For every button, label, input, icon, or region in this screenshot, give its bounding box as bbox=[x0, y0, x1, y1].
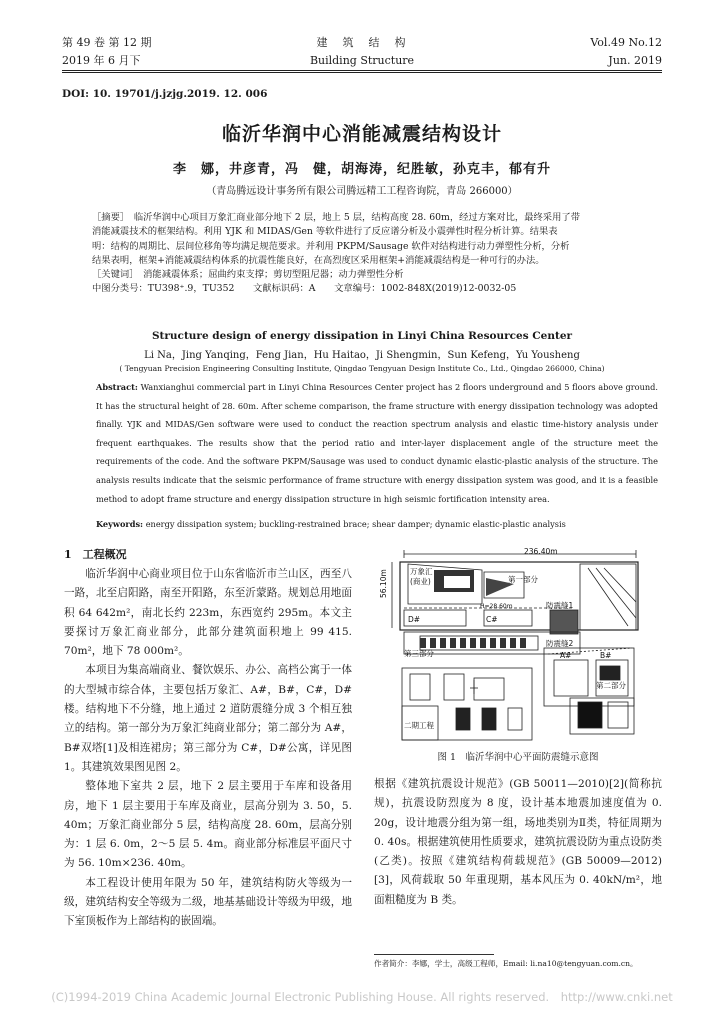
keywords-en bbox=[96, 519, 658, 529]
affiliation-cn: （青岛腾远设计事务所有限公司腾远精工工程咨询院，青岛 266000） bbox=[206, 186, 518, 197]
joint-1-mark bbox=[550, 610, 578, 634]
abstract-cn-line: 消能减震技术的框架结构。利用 YJK 和 MIDAS/Gen 等软件进行了反应谱分析及小震弹性时程分析计算。结果表 bbox=[92, 226, 558, 238]
left-column bbox=[64, 565, 352, 932]
abstract-cn-line: 明：结构的周期比、层间位移角等均满足规范要求。并利用 PKPM/Sausage 软件对结构进行动力弹塑性分析，分析 bbox=[92, 240, 570, 252]
label-part1: 第一部分 bbox=[508, 575, 538, 584]
paragraph: 本工程设计使用年限为 50 年，建筑结构防火等级为一级，建筑结构安全等级为二级，地基基础设计等级为甲级，地下室顶板作为上部结构的嵌固端。 bbox=[64, 876, 352, 928]
label-d: D# bbox=[408, 615, 421, 624]
keywords-en-text: energy dissipation system; buckling-restrained brace; shear damper; dynamic elastic-plastic analysis bbox=[143, 519, 566, 529]
watermark: (C)1994-2019 China Academic Journal Electronic Publishing House. All rights reserved. http://www.cnki.net bbox=[51, 990, 673, 1004]
dim-left-label: 56.10m bbox=[379, 569, 388, 598]
site-plan-diagram bbox=[374, 548, 662, 744]
label-a: A# bbox=[560, 651, 572, 660]
header-rule bbox=[62, 70, 662, 71]
label-joint1: 防震缝1 bbox=[546, 601, 574, 610]
label-joint2: 防震缝2 bbox=[546, 639, 574, 648]
label-phase2: 二期工程 bbox=[404, 721, 434, 730]
block-a-b bbox=[544, 648, 634, 706]
doi[interactable]: DOI: 10. 19701/j.jzjg.2019. 12. 006 bbox=[62, 88, 268, 100]
authors-cn: 李 娜，井彦青，冯 健，胡海涛，纪胜敏，孙克丰，郁有升 bbox=[172, 162, 551, 177]
right-column bbox=[374, 775, 662, 910]
abstract-cn bbox=[92, 211, 658, 297]
journal-name-en: Building Structure bbox=[309, 54, 415, 67]
page-title: 临沂华润中心消能减震结构设计 bbox=[221, 123, 502, 145]
label-wanxianghui: 万象汇 bbox=[410, 567, 433, 576]
title-en: Structure design of energy dissipation in Linyi China Resources Center bbox=[151, 330, 573, 342]
paragraph: 本项目为集高端商业、餐饮娱乐、办公、高档公寓于一体的大型城市综合体，主要包括万象汇、A#，B#，C#，D#楼。结构地下不分缝，地上通过 2 道防震缝分成 3 个相互独立的结构。第一部分为万象汇纯商业部分；第二部分为 A#，B#双塔[1]及相连裙房；第三部分为 C#，D#公寓，详见图 1。其建筑效果图见图 2。 bbox=[64, 664, 352, 773]
label-part3: 第三部分 bbox=[404, 649, 434, 658]
paragraph: 整体地下室共 2 层，地下 2 层主要用于车库和设备用房，地下 1 层主要用于车库及商业，层高分别为 3. 50，5. 40m；万象汇商业部分 5 层，结构高度 28. 60m，层高分别为：1 层 6. 0m，2～5 层 5. 4m。商业部分标准层平面尺寸为 56. 10m×236. 40m。 bbox=[64, 780, 352, 870]
figure-caption: 图 1 临沂华润中心平面防震缝示意图 bbox=[437, 752, 599, 763]
abstract-en bbox=[96, 378, 658, 508]
dim-top-label: 236.40m bbox=[524, 548, 558, 556]
abstract-en-text: Wanxianghui commercial part in Linyi China Resources Center project has 2 floors underground and 5 floors above ground. It has the structural height of 28. 60m. After scheme comparison, the frame structure with energy dissipation technology was adopted finally. YJK and MIDAS/Gen software were used to conduct the reaction spectrum analysis and elastic time-history analysis under frequent earthquakes. The results show that the period ratio and inter-layer displacement angle of the structure meet the requirements of the code. And the software PKPM/Sausage was used to conduct dynamic elastic-plastic analysis of the structure. The analysis results indicate that the seismic performance of frame structure with energy dissipation system was good, and it is a feasible method to adopt frame structure and energy dissipation structure in high seismic fortification intensity area. bbox=[96, 382, 658, 504]
journal-name-cn: 建 筑 结 构 bbox=[316, 36, 408, 49]
journal-date: 2019 年 6 月下 bbox=[62, 54, 141, 67]
classification-cn: 中图分类号：TU398⁺.9，TU352 文献标识码：A 文章编号：1002-848X(2019)12-0032-05 bbox=[92, 283, 517, 295]
abstract-cn-line: ［摘要］ 临沂华润中心项目万象汇商业部分地下 2 层，地上 5 层，结构高度 28. 60m，经过方案对比，最终采用了带 bbox=[92, 212, 580, 223]
journal-volume: 第 49 卷 第 12 期 bbox=[62, 36, 152, 49]
figure-1 bbox=[374, 548, 662, 744]
journal-volume-en: Vol.49 No.12 bbox=[590, 36, 662, 49]
header-rule-2 bbox=[62, 72, 662, 73]
paragraph: 临沂华润中心商业项目位于山东省临沂市兰山区，西至八一路，北至启阳路，南至开阳路，东至沂蒙路。规划总用地面积 64 642m²，南北长约 223m，东西宽约 295m。本文主要探讨万象汇商业部分，此部分建筑面积地上 99 415. 70m²，地下 78 000m²。 bbox=[64, 568, 352, 658]
paragraph: 根据《建筑抗震设计规范》(GB 50011—2010)[2](简称抗规)，抗震设防烈度为 8 度，设计基本地震加速度值为 0. 20g，设计地震分组为第一组，场地类别为Ⅱ类，特征周期为 0. 40s。根据建筑使用性质要求，建筑抗震设防为重点设防类(乙类)。按照《建筑结构荷载规范》(GB 50009—2012)[3]，风荷载取 50 年重现期，基本风压为 0. 40kN/m²，地面粗糙度为 B 类。 bbox=[374, 778, 662, 906]
label-height: H=28.60m bbox=[480, 603, 513, 610]
label-b: B# bbox=[600, 651, 612, 660]
keywords-cn: ［关键词］ 消能减震体系；屈曲约束支撑；剪切型阻尼器；动力弹塑性分析 bbox=[92, 269, 404, 281]
journal-date-en: Jun. 2019 bbox=[608, 54, 662, 67]
footnote-rule bbox=[374, 954, 494, 955]
affiliation-en: ( Tengyuan Precision Engineering Consulting Institute, Qingdao Tengyuan Design Institute Co., Ltd., Qingdao 266000, China) bbox=[119, 364, 605, 373]
label-commercial: (商业) bbox=[410, 577, 431, 586]
abstract-en-label: Abstract: bbox=[96, 382, 138, 392]
author-note: 作者简介：李娜，学士，高级工程师，Email: li.na10@tengyuan.com.cn。 bbox=[374, 959, 638, 968]
label-c: C# bbox=[486, 615, 498, 624]
abstract-cn-line: 结果表明，框架+消能减震结构体系的抗震性能良好，在高烈度区采用框架+消能减震结构是一种可行的办法。 bbox=[92, 254, 545, 266]
keywords-en-label: Keywords: bbox=[96, 519, 144, 529]
label-part2: 第二部分 bbox=[596, 681, 626, 690]
section-heading: 1 工程概况 bbox=[64, 548, 127, 561]
authors-en: Li Na，Jing Yanqing，Feng Jian，Hu Haitao，Ji Shengmin，Sun Kefeng，Yu Yousheng bbox=[144, 350, 580, 361]
